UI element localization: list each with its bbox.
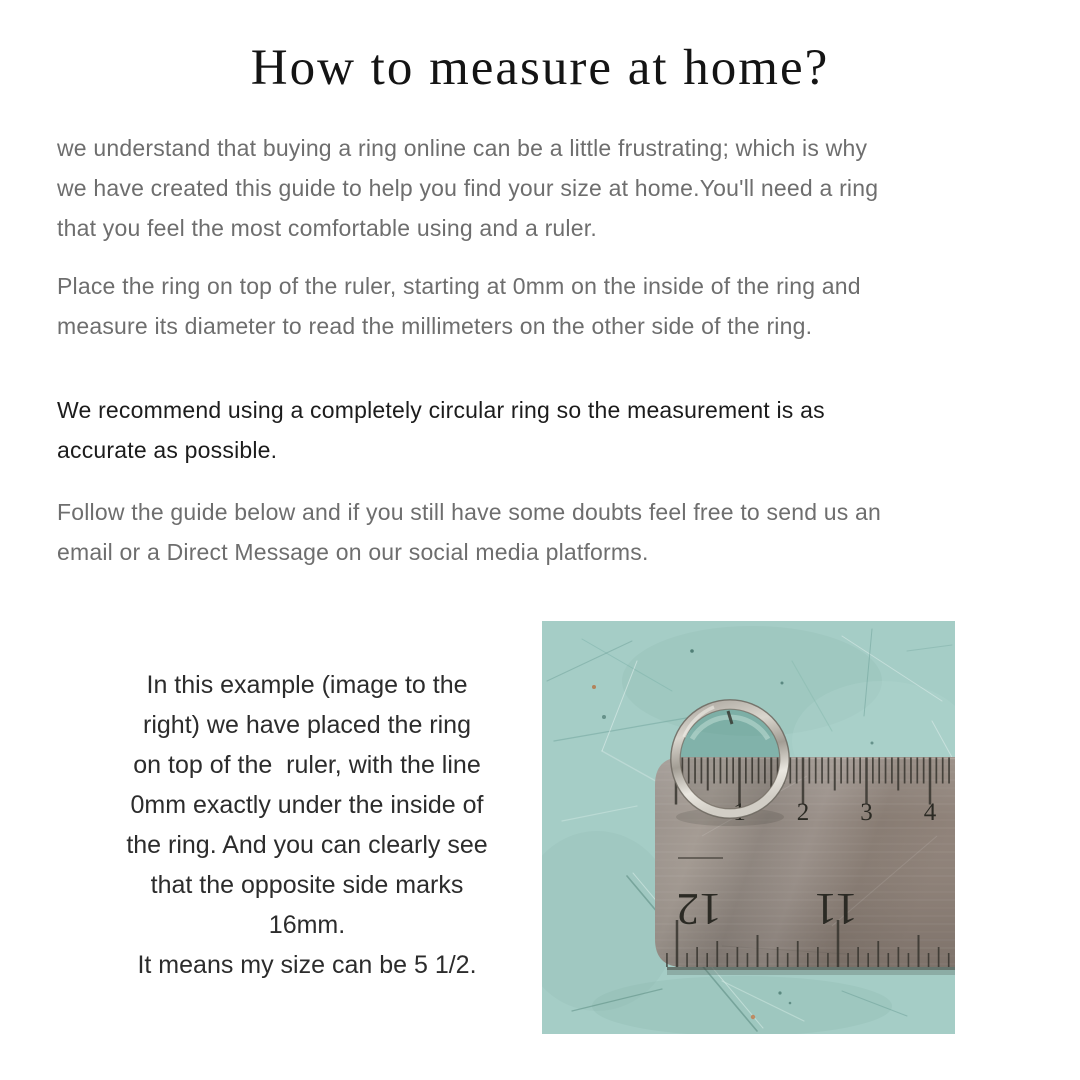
- ruler-number-4: 4: [923, 799, 937, 826]
- intro-paragraph-1: [57, 128, 1023, 248]
- paragraph-line: Follow the guide below and if you still have some doubts feel free to send us an: [57, 499, 882, 525]
- paragraph-line: Place the ring on top of the ruler, starting at 0mm on the inside of the ring and: [57, 273, 861, 299]
- intro-paragraph-3-emphasis: [57, 390, 1023, 470]
- ring-ruler-photo: [542, 621, 955, 1034]
- example-line: It means my size can be 5 1/2.: [137, 951, 477, 979]
- example-line: the ring. And you can clearly see: [126, 831, 488, 859]
- paragraph-line: we understand that buying a ring online can be a little frustrating; which is why: [57, 135, 868, 161]
- intro-paragraph-4: [57, 492, 1023, 572]
- example-line: that the opposite side marks: [150, 871, 464, 899]
- intro-section: [57, 128, 1023, 572]
- example-line: right) we have placed the ring: [143, 711, 471, 739]
- paragraph-line: we have created this guide to help you find your size at home.You'll need a ring: [57, 175, 879, 201]
- paragraph-line: that you feel the most comfortable using and a ruler.: [57, 215, 597, 241]
- example-text: [74, 665, 540, 985]
- paragraph-line: accurate as possible.: [57, 437, 278, 463]
- paragraph-line: measure its diameter to read the millimeters on the other side of the ring.: [57, 313, 813, 339]
- ring-ruler-photo-svg: [542, 621, 955, 1034]
- example-line: 0mm exactly under the inside of: [130, 791, 484, 819]
- example-line: 16mm.: [268, 911, 346, 939]
- ruler-number-1: 1: [733, 799, 746, 826]
- ruler-soft-shadow: [667, 970, 955, 975]
- ruler-number-12: 12: [676, 884, 722, 934]
- example-line: on top of the ruler, with the line: [133, 751, 481, 779]
- intro-paragraph-2: [57, 266, 1023, 346]
- page-title: How to measure at home?: [250, 40, 830, 96]
- example-line: In this example (image to the: [146, 671, 468, 699]
- paragraph-line: We recommend using a completely circular ring so the measurement is as: [57, 397, 825, 423]
- ruler-number-3: 3: [860, 799, 873, 826]
- ruler-number-11: 11: [814, 884, 858, 934]
- paragraph-line: email or a Direct Message on our social media platforms.: [57, 539, 649, 565]
- ruler-number-2: 2: [796, 799, 810, 826]
